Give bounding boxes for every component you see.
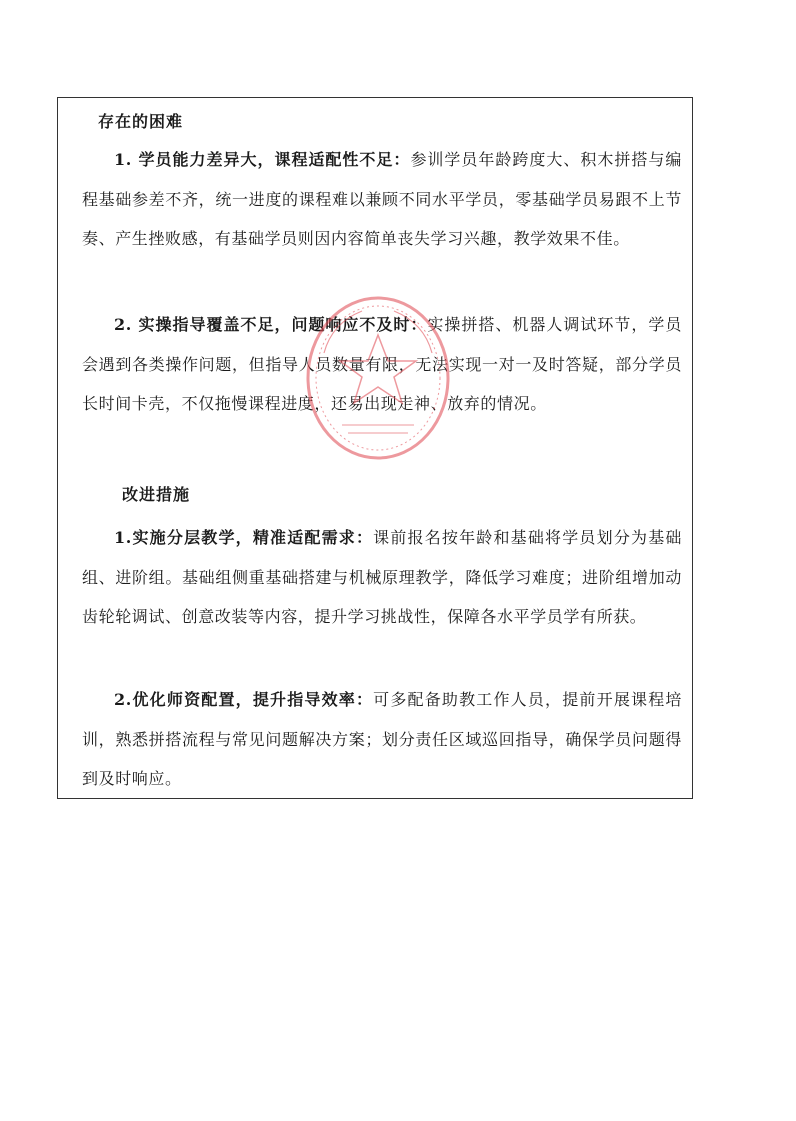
section-heading-improvements: 改进措施 [122, 485, 191, 504]
improvement-item-2-body: 可多配备助教工作人员，提前开展课程培训，熟悉拼搭流程与常见问题解决方案；划分责任区域巡回指导，确保学员问题得到及时响应。 [82, 690, 682, 788]
content-box [57, 97, 693, 799]
improvement-item-1-body: 课前报名按年龄和基础将学员划分为基础组、进阶组。基础组侧重基础搭建与机械原理教学，降低学习难度；进阶组增加动齿轮轮调试、创意改装等内容，提升学习挑战性，保障各水平学员学有所获。 [82, 528, 682, 626]
difficulty-item-1-lead: 1. 学员能力差异大，课程适配性不足： [114, 150, 411, 169]
difficulty-item-2-lead: 2. 实操指导覆盖不足，问题响应不及时： [114, 315, 428, 334]
difficulty-item-2-body: 实操拼搭、机器人调试环节，学员会遇到各类操作问题，但指导人员数量有限，无法实现一对一及时答疑，部分学员长时间卡壳，不仅拖慢课程进度，还易出现走神、放弃的情况。 [82, 315, 682, 413]
improvement-item-2-lead: 2.优化师资配置，提升指导效率： [114, 690, 374, 709]
section-heading-difficulties: 存在的困难 [98, 112, 184, 131]
difficulty-item-2 [82, 305, 682, 424]
improvement-item-1 [82, 518, 682, 637]
difficulty-item-1-body: 参训学员年龄跨度大、积木拼搭与编程基础参差不齐，统一进度的课程难以兼顾不同水平学员，零基础学员易跟不上节奏、产生挫败感，有基础学员则因内容简单丧失学习兴趣，教学效果不佳。 [82, 150, 682, 248]
improvement-item-2 [82, 680, 682, 799]
difficulty-item-1 [82, 140, 682, 259]
improvement-item-1-lead: 1.实施分层教学，精准适配需求： [114, 528, 374, 547]
